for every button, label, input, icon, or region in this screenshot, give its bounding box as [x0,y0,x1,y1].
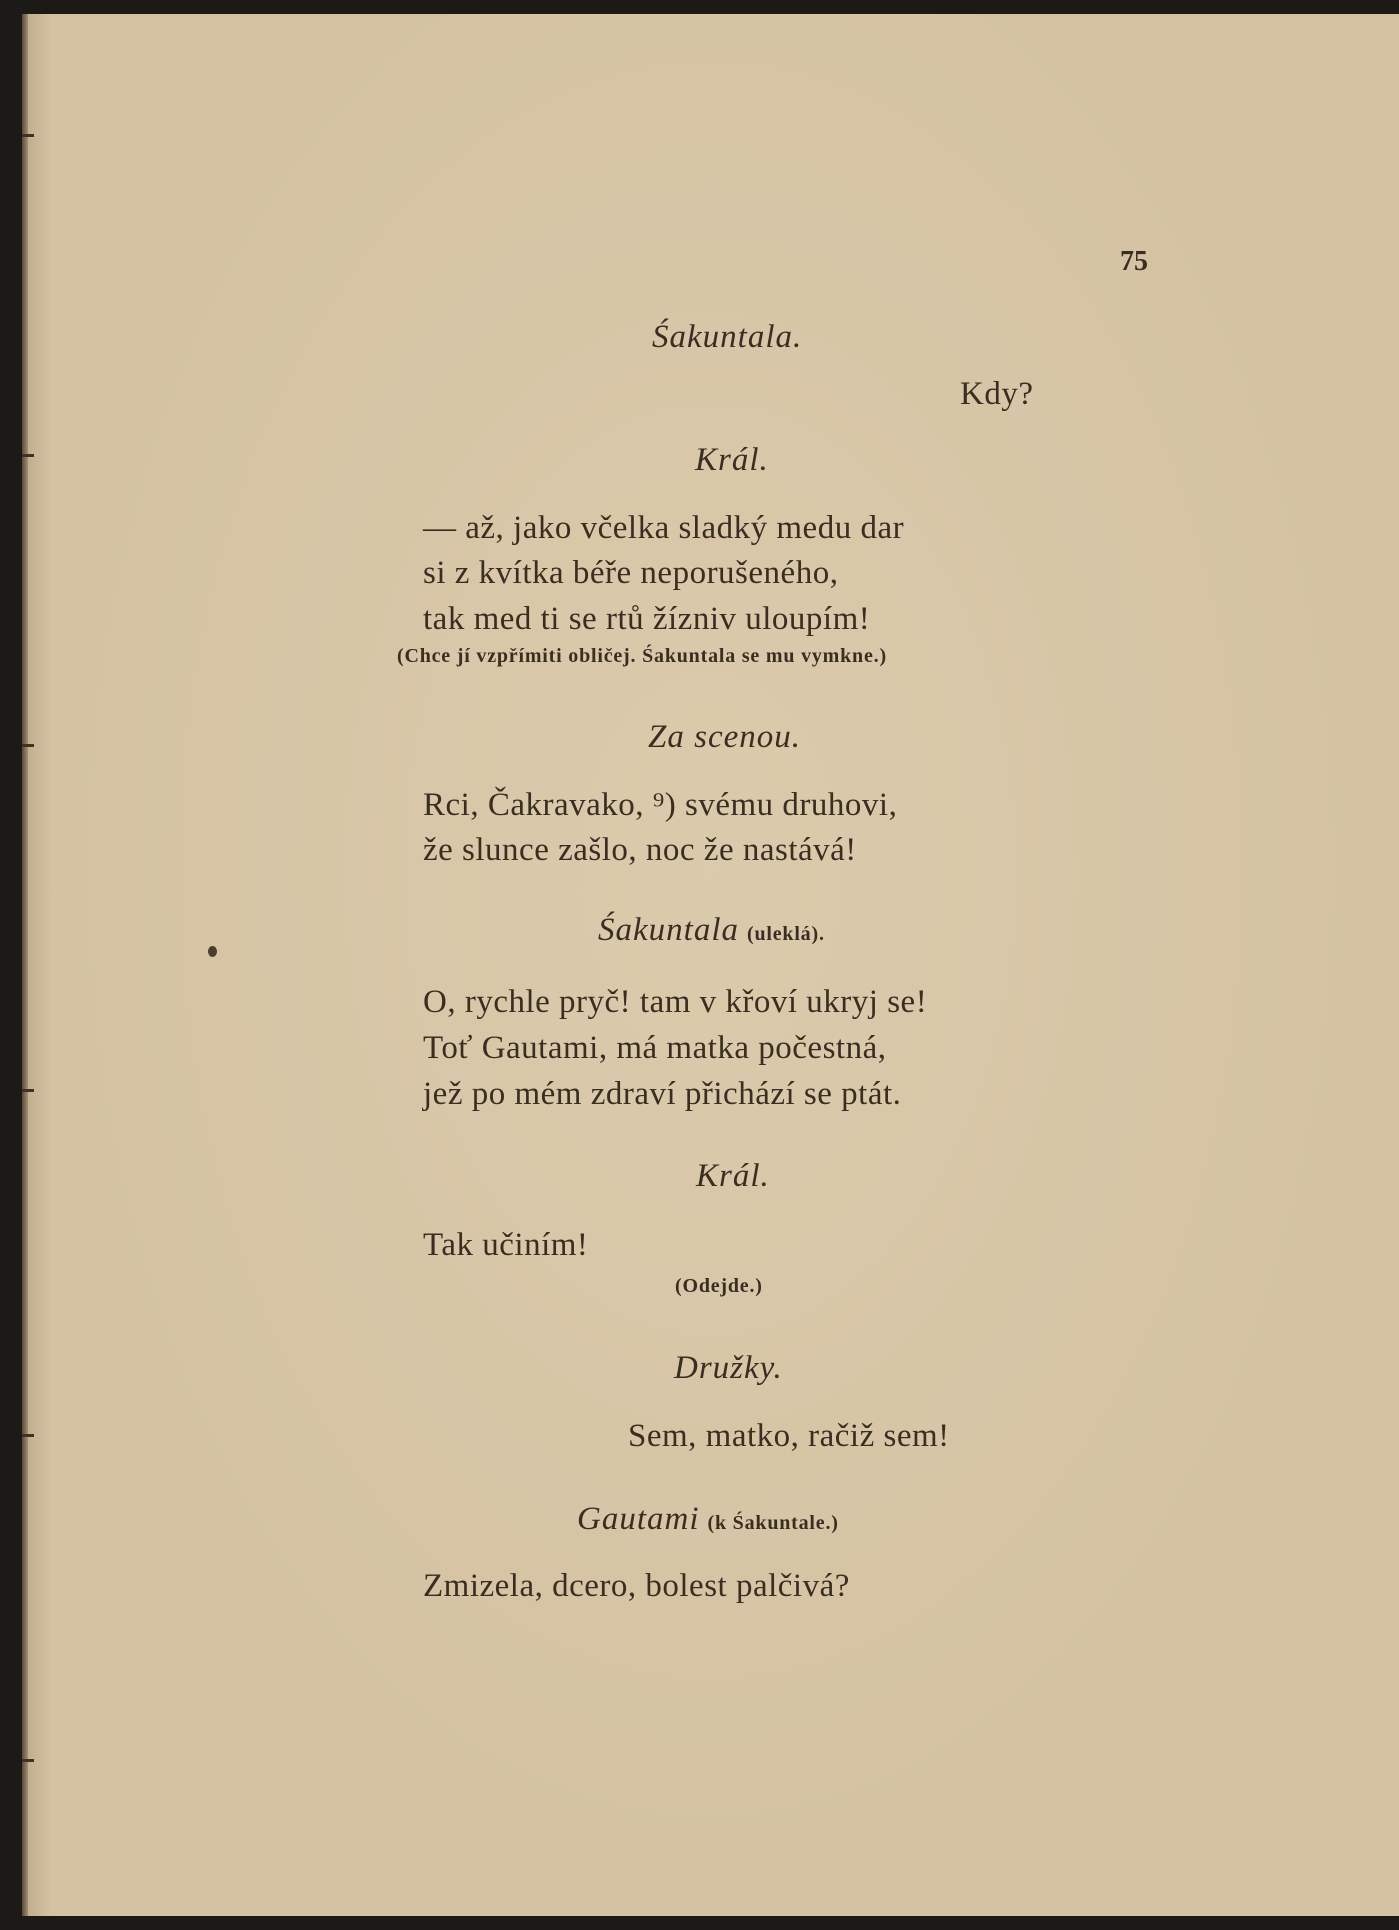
ink-speck [208,946,217,957]
speaker-druzky: Družky. [674,1350,783,1386]
verse-line: Toť Gautami, má matka počestná, [423,1030,887,1066]
verse-line: Tak učiním! [423,1227,589,1263]
verse-line: Zmizela, dcero, bolest palčivá? [423,1568,850,1604]
binding-mark [22,1434,34,1437]
binding-mark [22,1089,34,1092]
speaker-name: Gautami [577,1501,700,1537]
verse-line: jež po mém zdraví přichází se ptát. [423,1076,902,1112]
verse-line: — až, jako včelka sladký medu dar [423,510,905,546]
stage-direction: (Chce jí vzpřímiti obličej. Śakuntala se mu vymkne.) [397,645,887,667]
book-page [22,14,1399,1916]
binding-mark [22,134,34,137]
verse-line: O, rychle pryč! tam v křoví ukryj se! [423,984,928,1020]
verse-line: tak med ti se rtů žízniv uloupím! [423,601,871,637]
verse-line: Kdy? [960,376,1034,412]
speaker-sakuntala [598,912,825,949]
binding-mark [22,1759,34,1762]
speaker-gautami [577,1501,839,1538]
speaker-kral: Král. [696,1158,770,1194]
page-number: 75 [1120,246,1148,277]
verse-line: si z kvítka béře neporušeného, [423,555,839,591]
verse-line: Sem, matko, račiž sem! [628,1418,950,1454]
binding-mark [22,744,34,747]
stage-direction: (k Śakuntale.) [707,1512,839,1534]
speaker-kral: Král. [695,442,769,478]
speaker-sakuntala: Śakuntala. [652,319,803,355]
binding-mark [22,454,34,457]
stage-direction: (uleklá). [746,923,825,945]
stage-direction: (Odejde.) [675,1275,763,1297]
verse-line: že slunce zašlo, noc že nastává! [423,832,857,868]
verse-line: Rci, Čakravako, ⁹) svému druhovi, [423,787,898,823]
speaker-za-scenou: Za scenou. [648,719,801,755]
speaker-name: Śakuntala [598,912,739,948]
page-binding-edge [22,14,28,1916]
